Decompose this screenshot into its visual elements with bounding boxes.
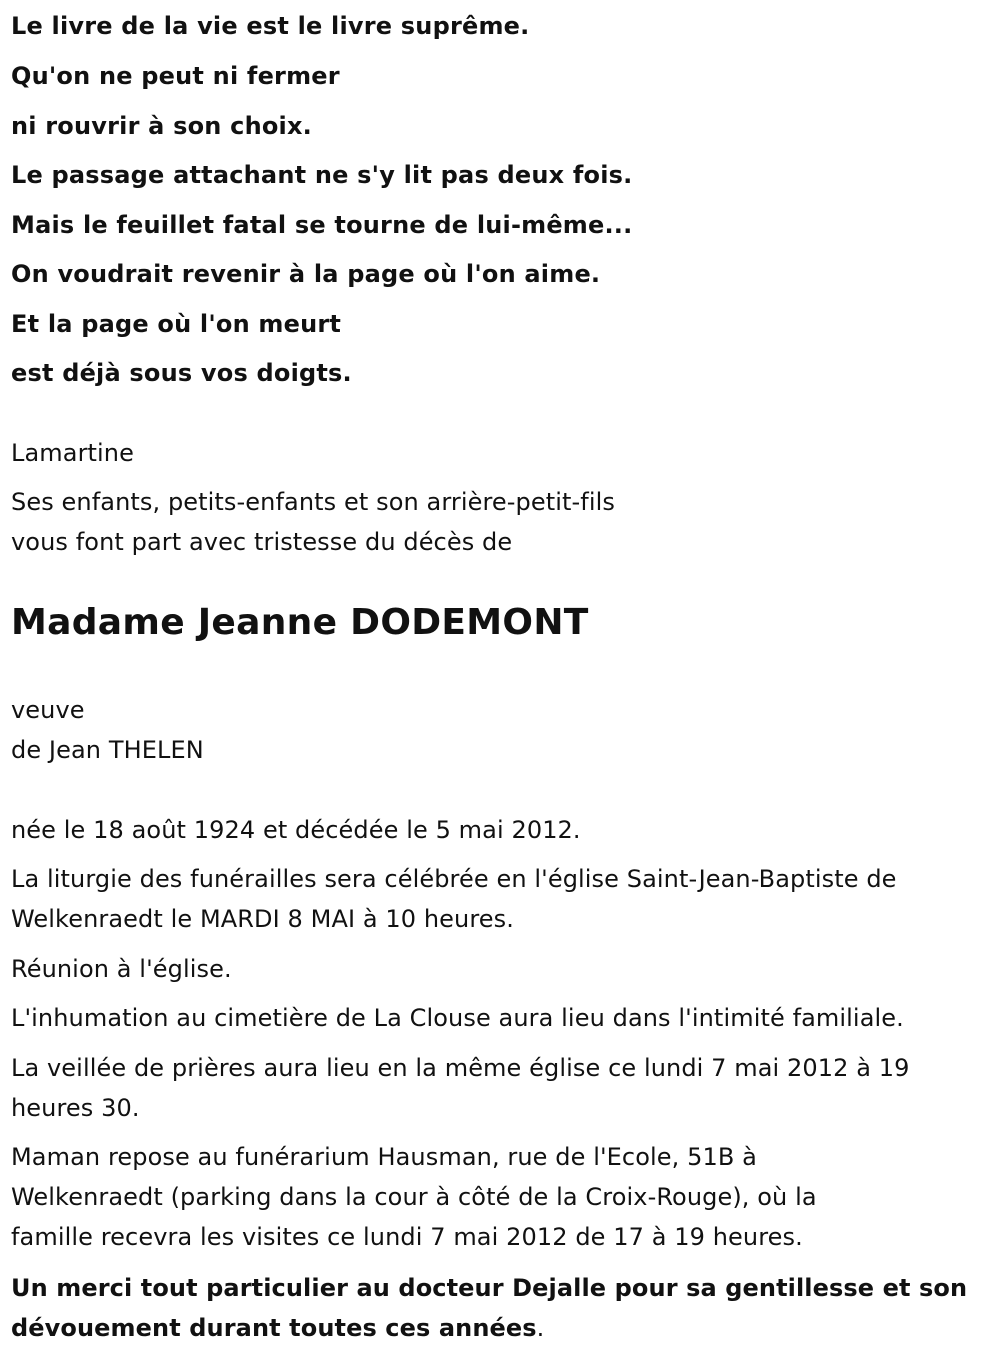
thanks-period: . (536, 1314, 545, 1342)
burial-text: L'inhumation au cimetière de La Clouse aura lieu dans l'intimité familiale. (11, 1004, 904, 1032)
poem-line: Qu'on ne peut ni fermer (11, 62, 340, 90)
poem-author: Lamartine (11, 439, 134, 467)
poem-line: est déjà sous vos doigts. (11, 359, 352, 387)
vigil-text: heures 30. (11, 1094, 140, 1122)
poem-line: ni rouvrir à son choix. (11, 112, 312, 140)
rest-text: Welkenraedt (parking dans la cour à côté de la Croix-Rouge), où la (11, 1183, 817, 1211)
rest-text: famille recevra les visites ce lundi 7 mai 2012 de 17 à 19 heures. (11, 1223, 803, 1251)
vigil-text: La veillée de prières aura lieu en la même église ce lundi 7 mai 2012 à 19 (11, 1054, 910, 1082)
poem-line: Mais le feuillet fatal se tourne de lui-même... (11, 211, 633, 239)
meeting-text: Réunion à l'église. (11, 955, 232, 983)
poem-line: Et la page où l'on meurt (11, 310, 342, 338)
thanks-text (11, 1316, 544, 1340)
poem-line: On voudrait revenir à la page où l'on aime. (11, 260, 601, 288)
liturgy-text: Welkenraedt le MARDI 8 MAI à 10 heures. (11, 905, 515, 933)
rest-text: Maman repose au funérarium Hausman, rue de l'Ecole, 51B à (11, 1143, 757, 1171)
deceased-name: Madame Jeanne DODEMONT (11, 602, 589, 643)
announcement-line: vous font part avec tristesse du décès de (11, 528, 513, 556)
announcement-line: Ses enfants, petits-enfants et son arrière-petit-fils (11, 488, 615, 516)
poem-line: Le passage attachant ne s'y lit pas deux fois. (11, 161, 633, 189)
liturgy-text: La liturgie des funérailles sera célébrée en l'église Saint-Jean-Baptiste de (11, 865, 897, 893)
life-dates: née le 18 août 1924 et décédée le 5 mai 2012. (11, 816, 581, 844)
poem-line: Le livre de la vie est le livre suprême. (11, 12, 530, 40)
thanks-text: Un merci tout particulier au docteur Dejalle pour sa gentillesse et son (11, 1274, 968, 1302)
thanks-line-end: dévouement durant toutes ces années (11, 1314, 537, 1342)
spouse-name: de Jean THELEN (11, 736, 204, 764)
widow-status: veuve (11, 696, 85, 724)
